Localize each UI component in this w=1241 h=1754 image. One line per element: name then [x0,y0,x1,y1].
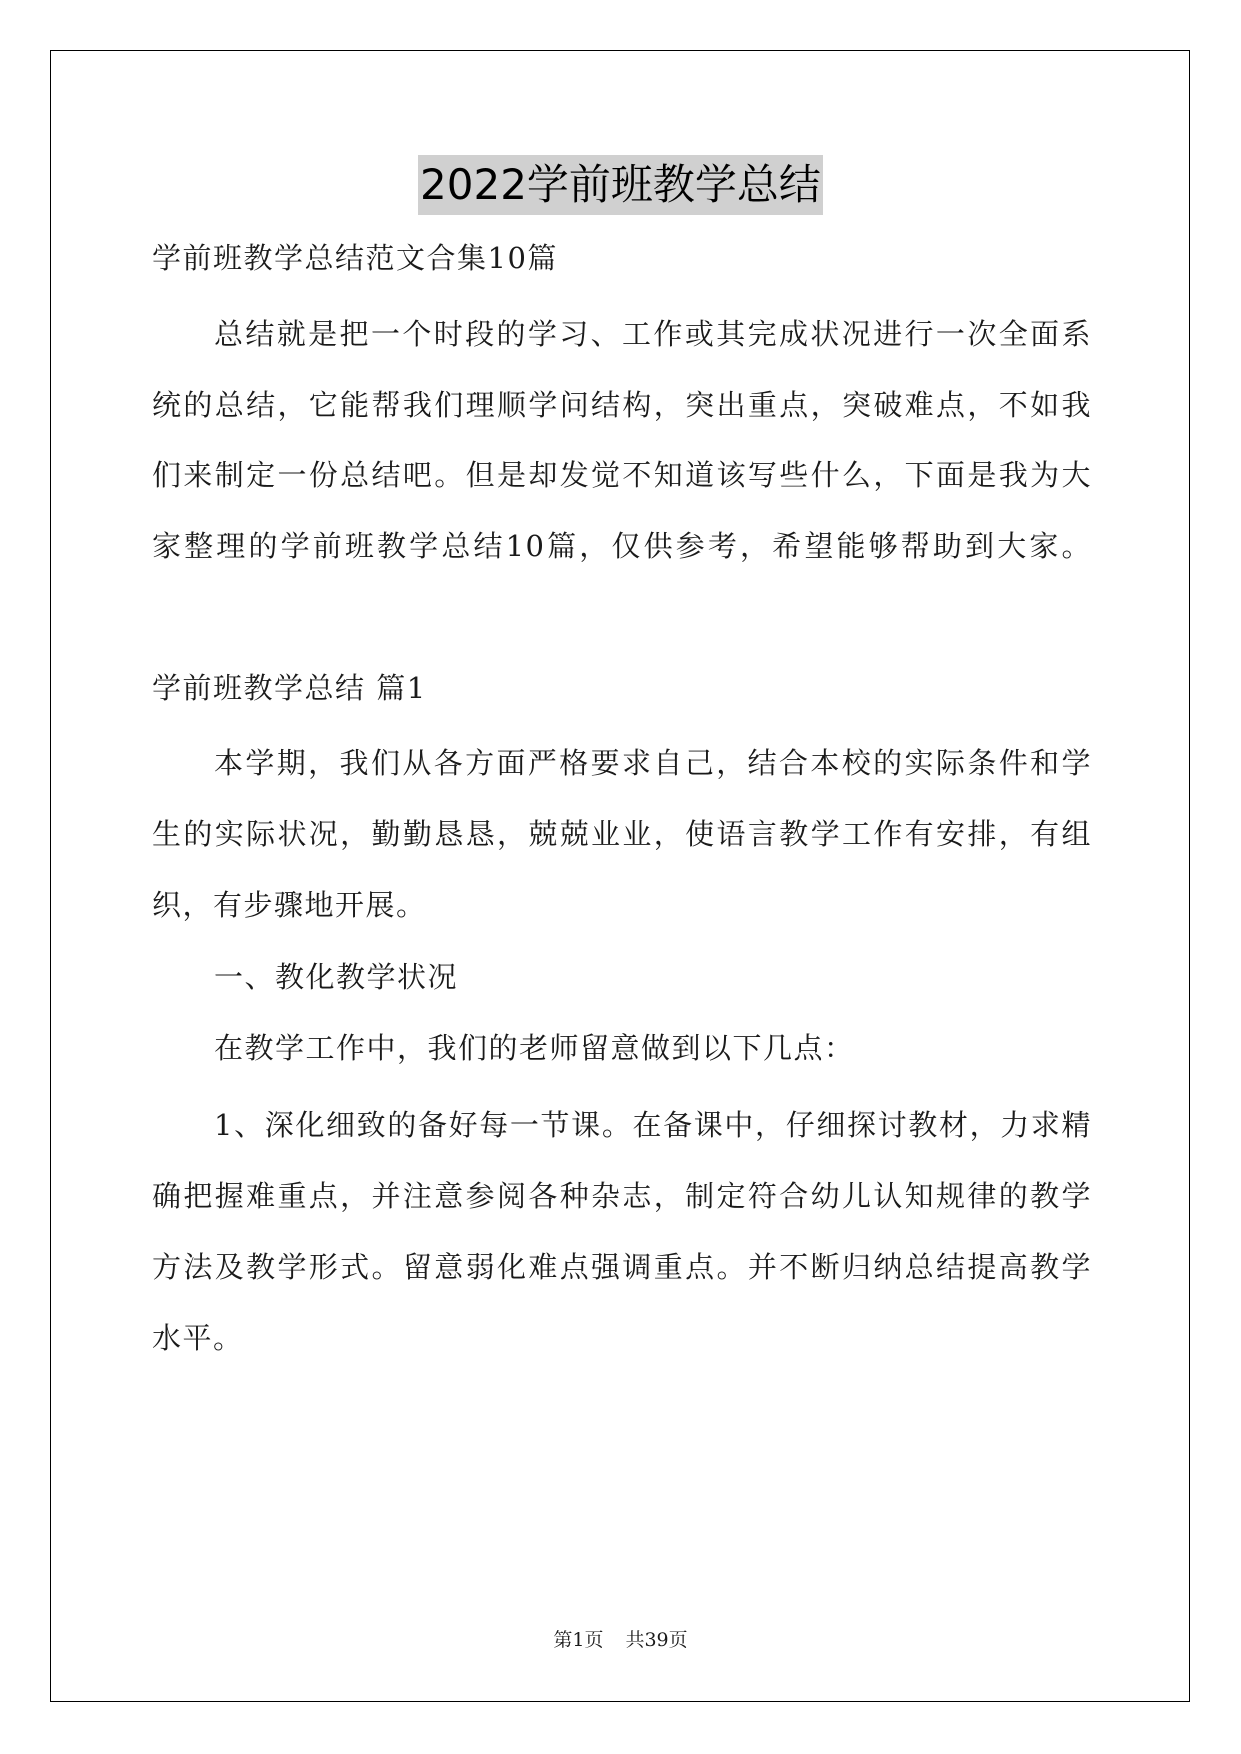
para1-line-1: 本学期，我们从各方面严格要求自己，结合本校的实际条件和学 [214,746,1092,780]
page-number: 第1页 [553,1629,604,1651]
page-border [50,50,1190,1702]
para3-line-4: 水平。 [152,1321,244,1355]
page-total: 共39页 [625,1629,688,1651]
intro-line-3: 们来制定一份总结吧。但是却发觉不知道该写些什么，下面是我为大 [152,458,1092,492]
para1-line-2: 生的实际状况，勤勤恳恳，兢兢业业，使语言教学工作有安排，有组 [152,817,1092,851]
para1-line-3: 织，有步骤地开展。 [152,888,427,922]
intro-line-2: 统的总结，它能帮我们理顺学问结构，突出重点，突破难点，不如我 [152,388,1092,422]
intro-line-1: 总结就是把一个时段的学习、工作或其完成状况进行一次全面系 [214,317,1092,351]
intro-line-4: 家整理的学前班教学总结10篇，仅供参考，希望能够帮助到大家。 [152,529,1092,563]
section-heading: 学前班教学总结 篇1 [152,671,427,705]
para3-line-2: 确把握难重点，并注意参阅各种杂志，制定符合幼儿认知规律的教学 [152,1179,1092,1213]
subheading: 一、教化教学状况 [214,960,459,994]
title-container [0,155,1241,215]
document-subtitle: 学前班教学总结范文合集10篇 [152,241,558,275]
page-footer [0,1627,1241,1653]
para2: 在教学工作中，我们的老师留意做到以下几点： [214,1031,855,1065]
para3-line-1: 1、深化细致的备好每一节课。在备课中，仔细探讨教材，力求精 [214,1108,1092,1142]
document-title: 2022学前班教学总结 [418,155,823,215]
para3-line-3: 方法及教学形式。留意弱化难点强调重点。并不断归纳总结提高教学 [152,1250,1092,1284]
